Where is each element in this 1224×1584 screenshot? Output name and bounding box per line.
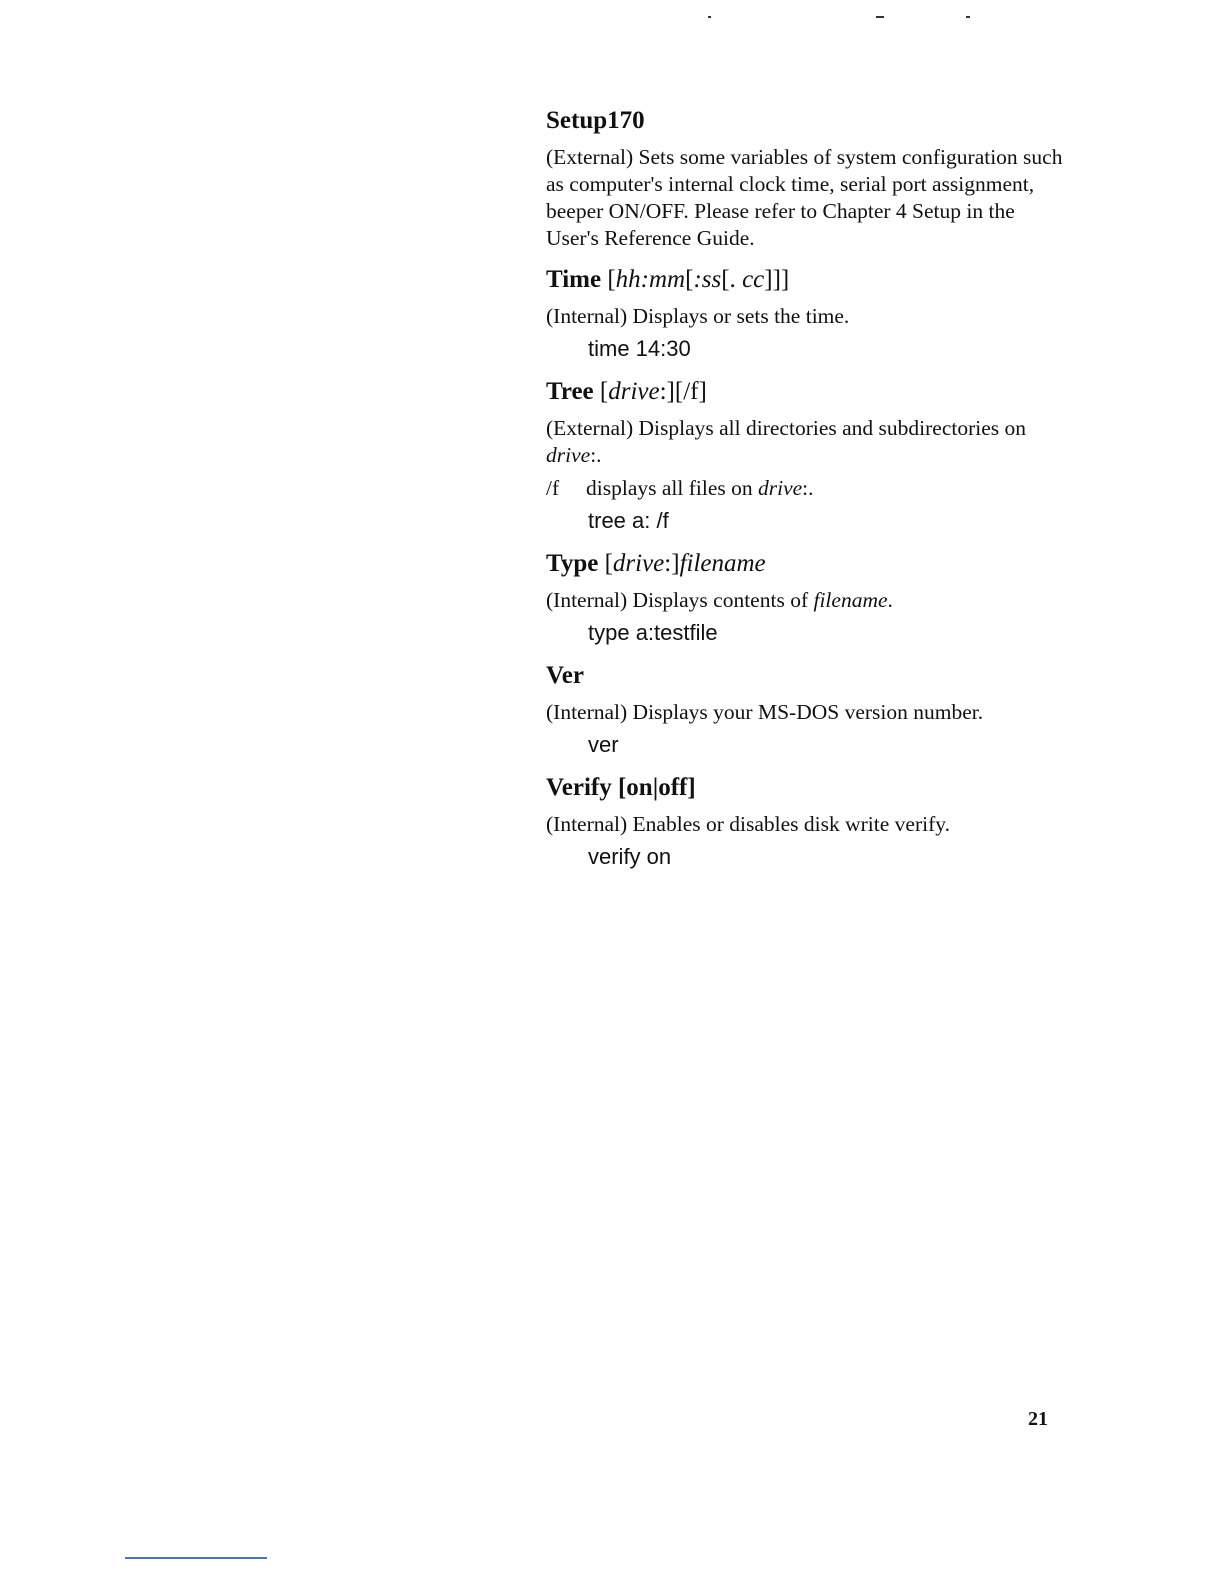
command-syntax <box>605 550 766 577</box>
command-example: time 14:30 <box>588 336 691 361</box>
syntax-param: :ss <box>693 266 722 293</box>
command-name: Ver <box>546 662 584 689</box>
command-example: tree a: /f <box>588 508 669 533</box>
option-flag: /f <box>546 476 560 500</box>
entry-type <box>546 547 1066 648</box>
syntax-param: filename <box>679 550 766 577</box>
syntax-part: [ <box>685 266 694 293</box>
speck <box>966 16 970 18</box>
command-description: (Internal) Displays or sets the time. <box>546 304 850 328</box>
command-heading <box>546 263 1066 297</box>
description-part: . <box>887 588 893 612</box>
description-param: filename <box>813 588 888 612</box>
syntax-param: hh:mm <box>615 266 686 293</box>
syntax-part: [. <box>721 266 743 293</box>
syntax-param: drive <box>608 378 660 405</box>
command-name: Type <box>546 550 599 577</box>
command-name: Verify <box>546 774 612 801</box>
entry-verify <box>546 771 1066 872</box>
description-part: :. <box>590 443 602 467</box>
command-syntax: [on|off] <box>617 774 696 801</box>
command-heading <box>546 104 1066 138</box>
command-heading <box>546 659 1066 693</box>
entry-time <box>546 263 1066 364</box>
command-syntax <box>607 266 789 293</box>
syntax-part: ]]] <box>764 266 790 293</box>
syntax-param: cc <box>742 266 765 293</box>
option-param: drive <box>757 476 803 500</box>
option-text: displays all files on <box>586 476 758 500</box>
speck <box>708 16 711 18</box>
command-syntax <box>600 378 707 405</box>
syntax-part: [ <box>599 378 609 405</box>
command-option <box>546 475 1066 502</box>
description-param: drive <box>546 443 591 467</box>
syntax-part: [ <box>607 266 616 293</box>
syntax-part: :][/f] <box>659 378 707 405</box>
command-example: ver <box>588 732 619 757</box>
command-example: verify on <box>588 844 672 869</box>
command-heading <box>546 771 1066 805</box>
command-name: Setup170 <box>546 107 645 134</box>
command-reference-column <box>546 104 1066 883</box>
entry-ver <box>546 659 1066 760</box>
command-heading <box>546 547 1066 581</box>
command-heading <box>546 375 1066 409</box>
description-part: (Internal) Displays contents of <box>546 588 814 612</box>
syntax-param: drive <box>612 550 665 577</box>
command-description: (External) Sets some variables of system configuration such as computer's internal clock time, serial port assignment, beeper ON/OFF. Please refer to Chapter 4 Setup in the User's Reference Guide. <box>546 145 1063 250</box>
command-description: (Internal) Displays your MS-DOS version number. <box>546 700 984 724</box>
entry-setup170 <box>546 104 1066 252</box>
entry-tree <box>546 375 1066 536</box>
command-description <box>546 587 1066 614</box>
description-part: (External) Displays all directories and subdirectories on <box>546 416 1027 440</box>
speck <box>876 16 884 18</box>
command-name: Time <box>546 266 602 293</box>
option-text: :. <box>802 476 814 500</box>
syntax-part: :] <box>664 550 680 577</box>
footer-rule <box>125 1557 267 1559</box>
command-description <box>546 415 1066 469</box>
command-example: type a:testfile <box>588 620 718 645</box>
scan-specks <box>700 16 1000 26</box>
command-description: (Internal) Enables or disables disk write verify. <box>546 812 950 836</box>
command-name: Tree <box>546 378 594 405</box>
page-number: 21 <box>1028 1408 1048 1430</box>
syntax-part: [ <box>604 550 613 577</box>
